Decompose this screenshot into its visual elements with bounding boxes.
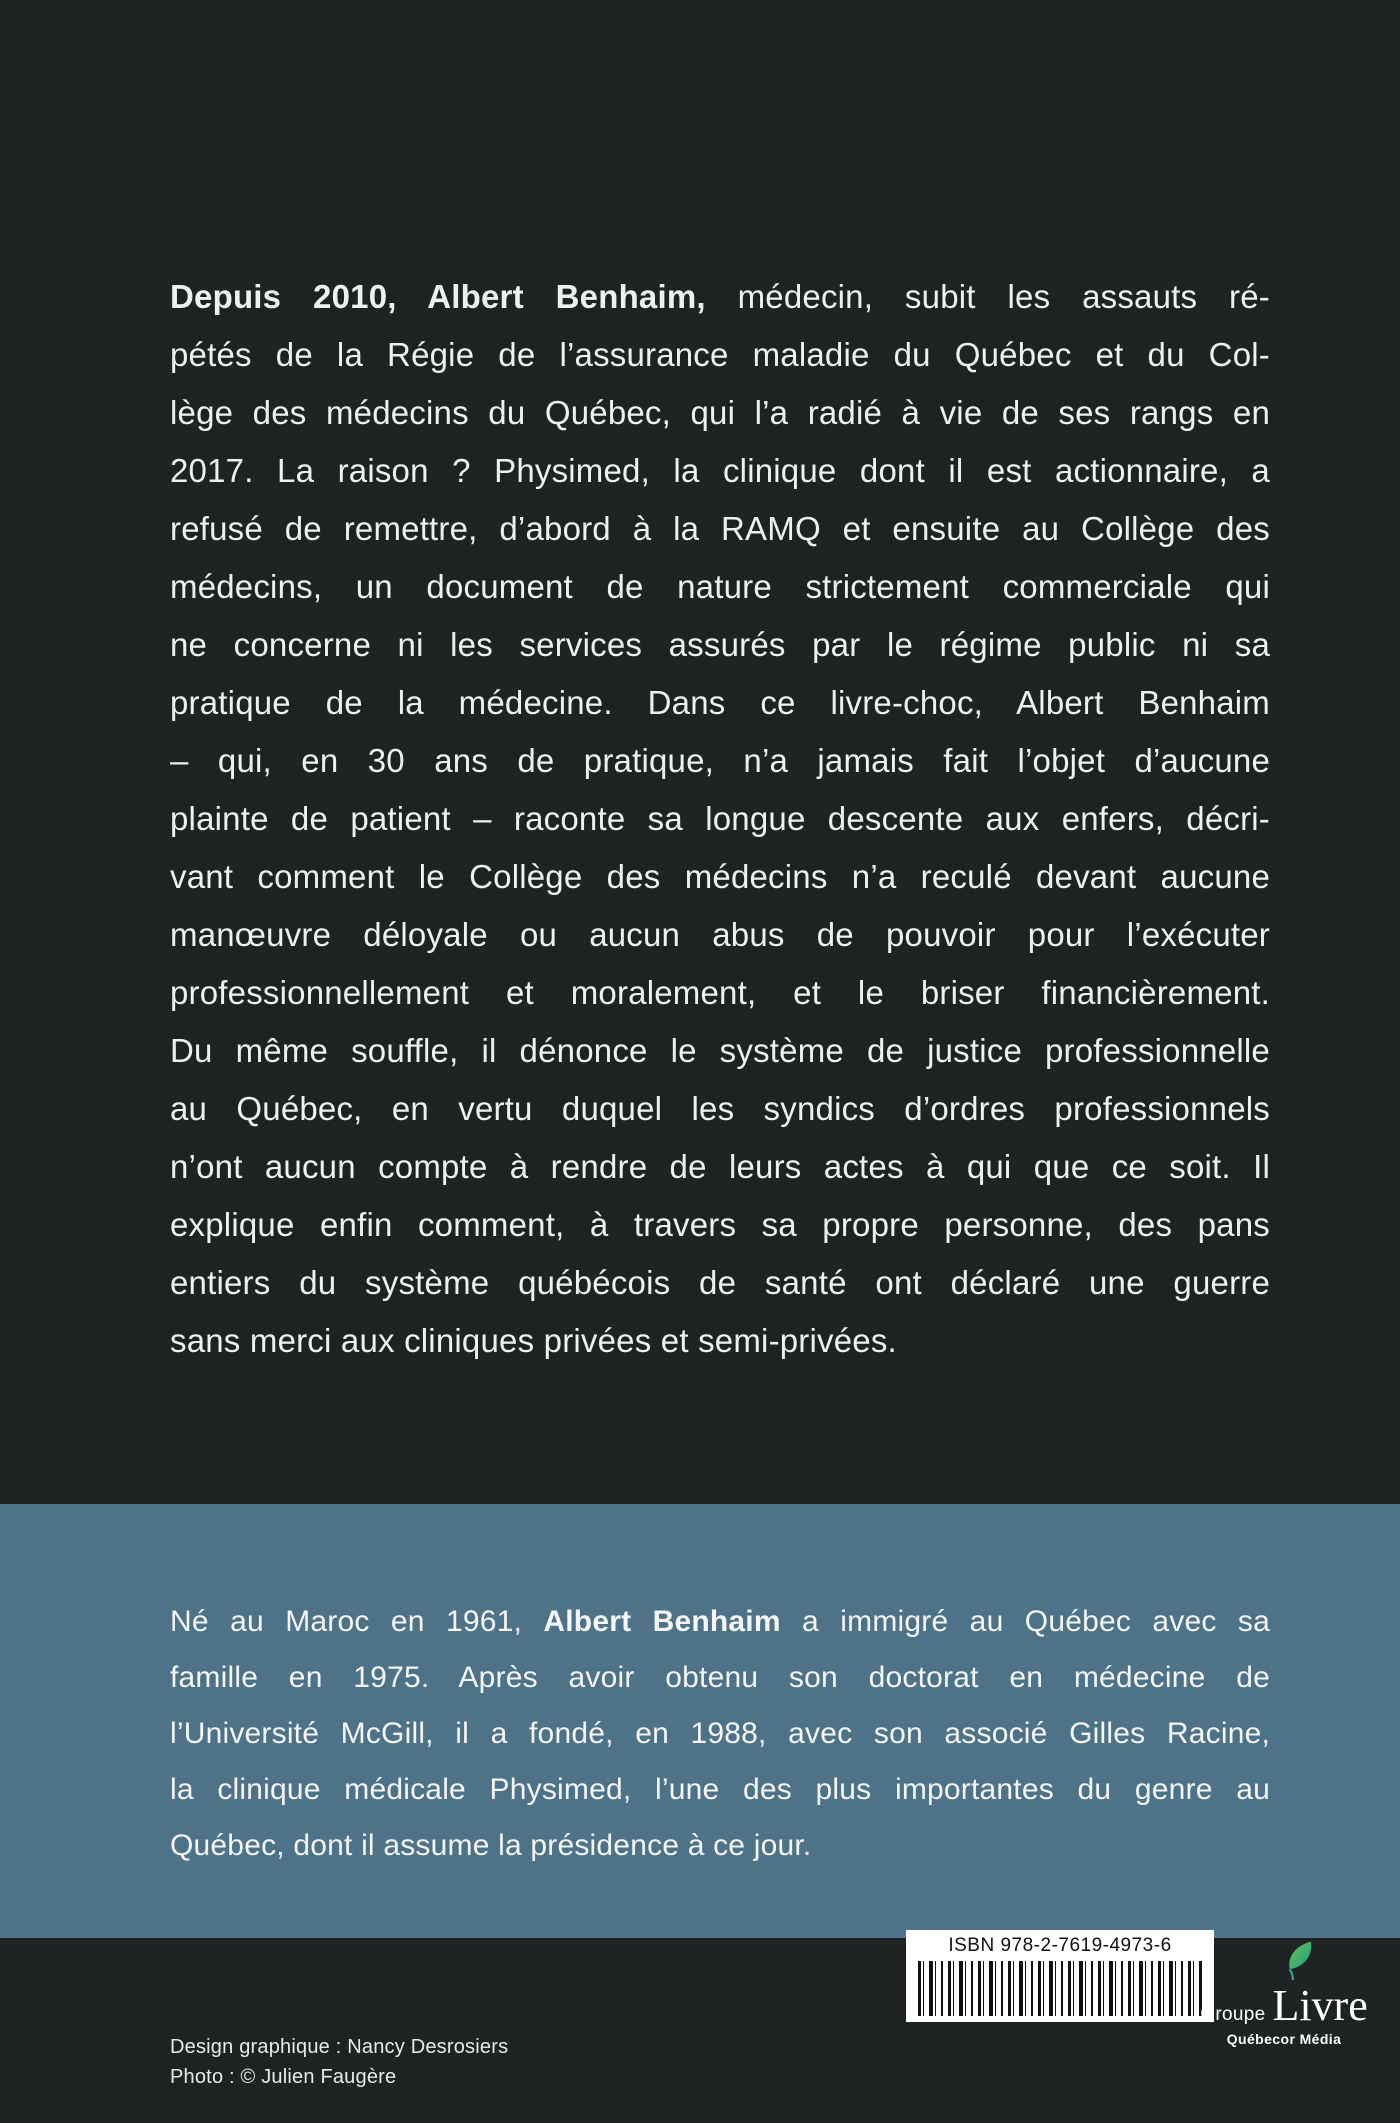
isbn-barcode (918, 1961, 1202, 2016)
text-line: explique enfin comment, à travers sa propre personne, des pans (170, 1206, 1270, 1243)
text-line: pétés de la Régie de l’assurance maladie du Québec et du Col- (170, 336, 1270, 373)
text-line: refusé de remettre, d’abord à la RAMQ et ensuite au Collège des (170, 510, 1270, 547)
author-bio-paragraph (170, 1594, 1270, 1874)
leaf-icon (1275, 1938, 1321, 1982)
publisher-subtitle: Québecor Média (1226, 2031, 1342, 2047)
design-credit: Design graphique : Nancy Desrosiers (170, 2036, 509, 2058)
text-line: la clinique médicale Physimed, l’une des plus importantes du genre au (170, 1773, 1270, 1806)
photo-credit: Photo : © Julien Faugère (170, 2066, 397, 2088)
text-line: vant comment le Collège des médecins n’a reculé devant aucune (170, 858, 1270, 895)
text-line: n’ont aucun compte à rendre de leurs actes à qui que ce soit. Il (170, 1148, 1270, 1185)
publisher-name-row (1200, 1981, 1368, 2030)
text-line: l’Université McGill, il a fondé, en 1988, avec son associé Gilles Racine, (170, 1717, 1270, 1750)
synopsis-paragraph (170, 268, 1270, 1370)
isbn-block (906, 1930, 1214, 2022)
publisher-groupe-label: Groupe (1200, 2004, 1266, 2025)
publisher-logo (1200, 1938, 1368, 2047)
isbn-number: ISBN 978-2-7619-4973-6 (948, 1935, 1172, 1956)
text-line: Québec, dont il assume la présidence à ce jour. (170, 1829, 812, 1862)
text-line: 2017. La raison ? Physimed, la clinique dont il est actionnaire, a (170, 452, 1270, 489)
credits (170, 2032, 508, 2092)
text-line: Du même souffle, il dénonce le système de justice professionnelle (170, 1032, 1270, 1069)
text-line: – qui, en 30 ans de pratique, n’a jamais fait l’objet d’aucune (170, 742, 1270, 779)
text-line: ne concerne ni les services assurés par le régime public ni sa (170, 626, 1270, 663)
text-line: manœuvre déloyale ou aucun abus de pouvoir pour l’exécuter (170, 916, 1270, 953)
text-line: Né au Maroc en 1961, Albert Benhaim a immigré au Québec avec sa (170, 1605, 1270, 1638)
text-line: sans merci aux cliniques privées et semi-privées. (170, 1322, 897, 1359)
text-line: famille en 1975. Après avoir obtenu son doctorat en médecine de (170, 1661, 1270, 1694)
text-line: pratique de la médecine. Dans ce livre-choc, Albert Benhaim (170, 684, 1270, 721)
text-line: entiers du système québécois de santé ont déclaré une guerre (170, 1264, 1270, 1301)
text-line: plainte de patient – raconte sa longue descente aux enfers, décri- (170, 800, 1270, 837)
publisher-livre-label: Livre (1272, 1981, 1368, 2030)
text-line: Depuis 2010, Albert Benhaim, médecin, subit les assauts ré- (170, 278, 1270, 315)
text-line: médecins, un document de nature strictement commerciale qui (170, 568, 1270, 605)
text-line: professionnellement et moralement, et le briser financièrement. (170, 974, 1270, 1011)
text-line: lège des médecins du Québec, qui l’a radié à vie de ses rangs en (170, 394, 1270, 431)
text-line: au Québec, en vertu duquel les syndics d’ordres professionnels (170, 1090, 1270, 1127)
